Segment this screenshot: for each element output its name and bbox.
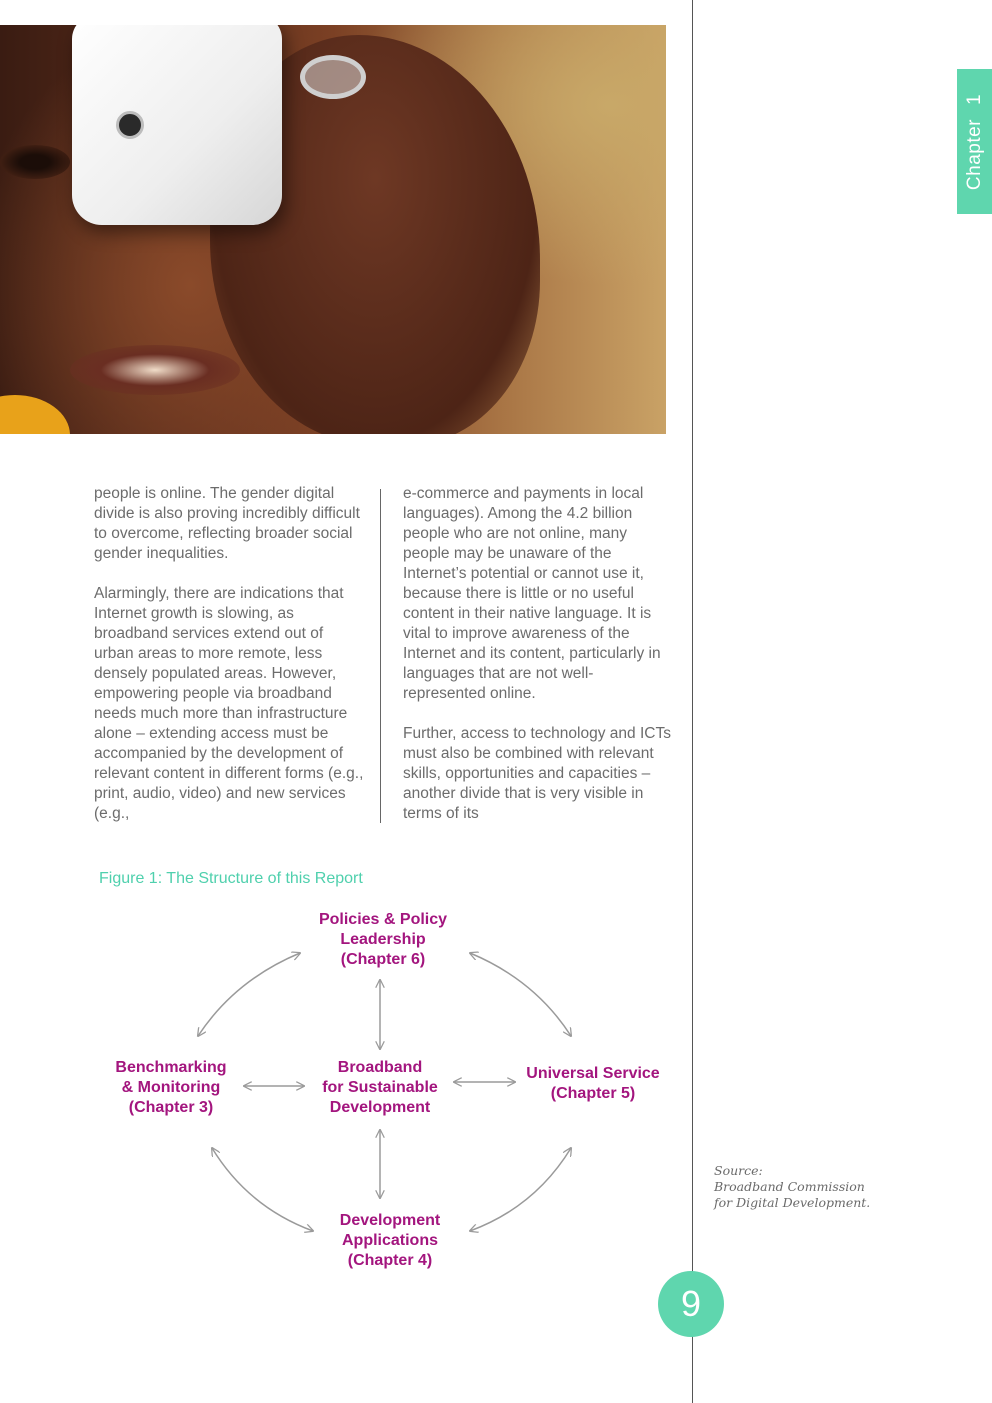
- node-universal-service: [518, 1064, 668, 1104]
- photo-eye: [0, 145, 70, 179]
- photo-phone-lens: [116, 111, 144, 139]
- node-line: Universal Service: [526, 1065, 660, 1082]
- node-line: (Chapter 6): [340, 951, 426, 968]
- node-line: Broadband: [337, 1059, 423, 1076]
- source-line: for Digital Development.: [714, 1195, 871, 1210]
- photo-smile: [70, 345, 240, 395]
- node-line: (Chapter 3): [128, 1099, 214, 1116]
- node-line: & Monitoring: [121, 1079, 221, 1096]
- arrow-top-right-curve: [470, 953, 571, 1036]
- node-line: (Chapter 5): [550, 1085, 636, 1102]
- node-broadband-center: [305, 1058, 455, 1118]
- body-left-column: [94, 484, 364, 844]
- chapter-tab-label: Chapter: [963, 118, 985, 190]
- paragraph: people is online. The gender digital divide is also proving incredibly difficult to overcome, reflecting broader social gender inequalities.: [94, 485, 360, 562]
- paragraph: Further, access to technology and ICTs must also be combined with relevant skills, opportunities and capacities – another divide that is very visible in terms of its: [403, 725, 671, 822]
- node-policies: [303, 910, 463, 970]
- cover-photo: [0, 25, 666, 434]
- chapter-tab-number: 1: [963, 93, 985, 105]
- node-line: (Chapter 4): [347, 1252, 433, 1269]
- photo-scarf: [0, 395, 70, 434]
- arrow-top-left-curve: [198, 953, 300, 1036]
- figure-title: Figure 1: The Structure of this Report: [99, 870, 363, 887]
- page-number-badge: 9: [658, 1271, 724, 1337]
- chapter-tab[interactable]: [957, 69, 992, 214]
- node-development-applications: [320, 1211, 460, 1271]
- node-line: Development: [329, 1099, 431, 1116]
- arrow-bottom-right-curve: [470, 1148, 571, 1231]
- node-line: Benchmarking: [115, 1059, 227, 1076]
- page-divider-line: [692, 0, 693, 1403]
- paragraph: Alarmingly, there are indications that Internet growth is slowing, as broadband services extend out of urban areas to more remote, less densely populated areas. However, empowering people via broadband needs much more than infrastructure alone – extending access must be accompanied by the development of relevant content in different forms (e.g., print, audio, video) and new services (e.g.,: [94, 585, 364, 822]
- paragraph: e-commerce and payments in local languages). Among the 4.2 billion people who are not online, many people may be unaware of the Internet’s potential or cannot use it, because there is little or no useful content in their native language. It is vital to improve awareness of the Internet and its content, particularly in languages that are not well-represented online.: [403, 485, 661, 702]
- node-line: Policies & Policy: [318, 911, 448, 928]
- photo-phone: [72, 25, 282, 225]
- node-line: Leadership: [340, 931, 426, 948]
- node-line: Development: [339, 1212, 441, 1229]
- node-line: for Sustainable: [322, 1079, 438, 1096]
- column-separator: [380, 489, 381, 823]
- node-line: Applications: [341, 1232, 438, 1249]
- source-label: Source:: [714, 1163, 763, 1178]
- figure-source: [714, 1163, 870, 1211]
- arrow-bottom-left-curve: [212, 1148, 313, 1231]
- source-line: Broadband Commission: [714, 1179, 865, 1194]
- node-benchmarking: [101, 1058, 241, 1118]
- body-right-column: [403, 484, 671, 844]
- photo-ring: [300, 55, 366, 99]
